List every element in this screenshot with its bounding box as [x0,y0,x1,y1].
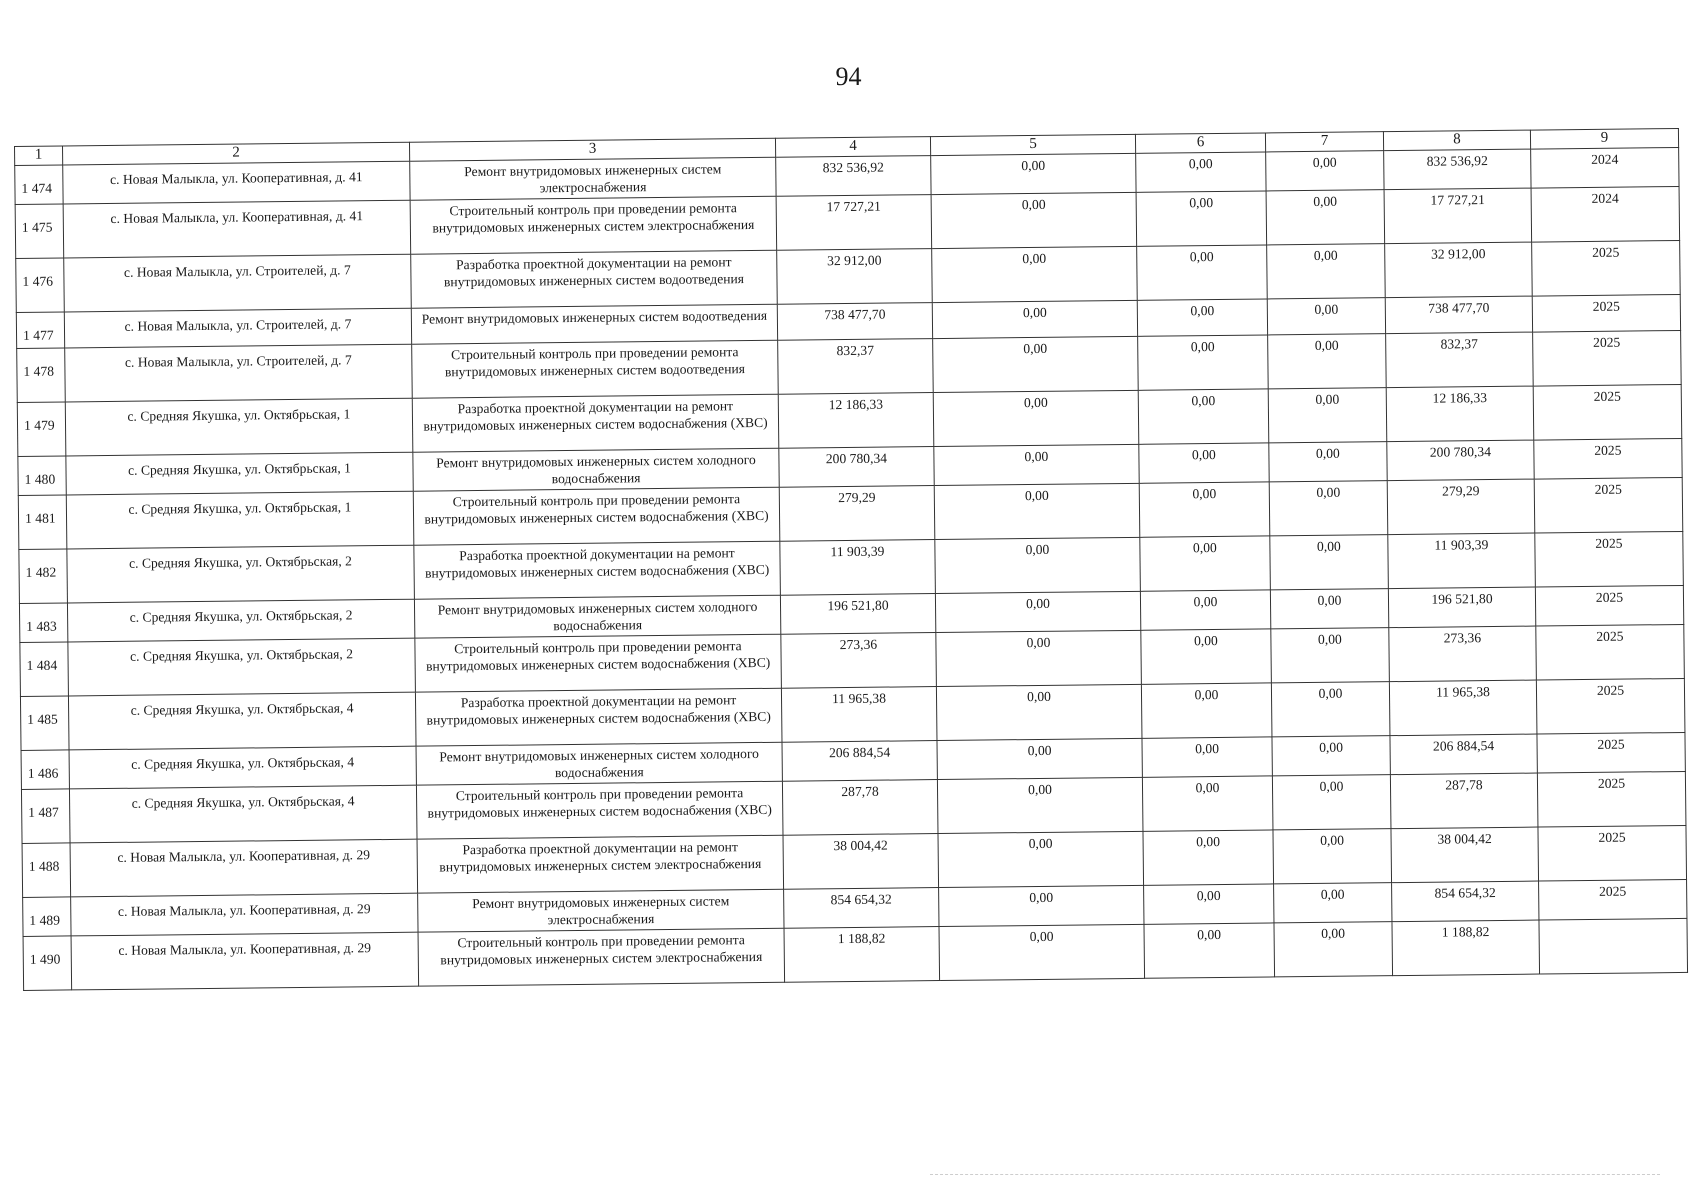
work-type-cell: Разработка проектной документации на ремонт внутридомовых инженерных систем водоснабжения (ХВС) [412,394,779,452]
year-cell: 2025 [1537,732,1685,773]
address-cell: с. Средняя Якушка, ул. Октябрьская, 4 [68,692,416,750]
amount-total-cell: 11 903,39 [780,540,936,596]
amount-col6-cell: 0,00 [1144,884,1274,924]
amount-col8-cell: 38 004,42 [1391,827,1539,883]
work-type-cell: Строительный контроль при проведении ремонта внутридомовых инженерных систем водоотведения [412,340,779,398]
year-cell [1539,918,1688,974]
repair-plan-table [14,128,1688,991]
amount-col6-cell: 0,00 [1141,683,1272,738]
table-body [15,147,1688,990]
amount-col6-cell: 0,00 [1138,389,1269,444]
amount-col6-cell: 0,00 [1141,629,1272,684]
amount-total-cell: 287,78 [782,780,938,836]
amount-total-cell: 11 965,38 [781,687,937,743]
column-header: 5 [930,134,1135,155]
amount-total-cell: 279,29 [779,486,935,542]
address-cell: с. Средняя Якушка, ул. Октябрьская, 1 [66,452,413,495]
amount-total-cell: 832 536,92 [776,156,931,197]
page-number: 94 [835,62,862,91]
amount-col7-cell: 0,00 [1274,883,1392,923]
year-cell: 2025 [1536,678,1685,734]
address-cell: с. Новая Малыкла, ул. Кооперативная, д. 29 [70,839,418,897]
work-type-cell: Строительный контроль при проведении ремонта внутридомовых инженерных систем водоснабжения (ХВС) [413,487,780,545]
row-number: 1 474 [15,165,63,205]
work-type-cell: Строительный контроль при проведении ремонта внутридомовых инженерных систем водоснабжения (ХВС) [416,781,783,839]
row-number: 1 483 [19,603,67,643]
amount-total-cell: 1 188,82 [784,927,940,983]
amount-col8-cell: 832 536,92 [1384,149,1531,190]
address-cell: с. Средняя Якушка, ул. Октябрьская, 4 [69,785,417,843]
amount-col5-cell: 0,00 [937,777,1143,833]
amount-col8-cell: 206 884,54 [1390,734,1537,775]
amount-col7-cell: 0,00 [1268,388,1387,443]
row-number: 1 484 [20,642,69,697]
amount-total-cell: 200 780,34 [779,447,934,488]
work-type-cell: Строительный контроль при проведении ремонта внутридомовых инженерных систем электроснабжения [410,196,777,254]
row-number: 1 478 [17,348,66,403]
row-number: 1 487 [21,789,70,844]
row-number: 1 488 [22,843,71,898]
work-type-cell: Ремонт внутридомовых инженерных систем холодного водоснабжения [413,448,779,491]
address-cell: с. Средняя Якушка, ул. Октябрьская, 2 [68,638,416,696]
work-type-cell: Ремонт внутридомовых инженерных систем холодного водоснабжения [414,595,780,638]
column-header: 1 [15,146,63,166]
amount-total-cell: 854 654,32 [784,888,939,929]
year-cell: 2025 [1533,330,1682,386]
column-header: 4 [775,137,930,158]
row-number: 1 475 [15,204,64,259]
address-cell: с. Новая Малыкла, ул. Кооперативная, д. 41 [63,200,411,258]
amount-col8-cell: 279,29 [1387,479,1535,535]
amount-col6-cell: 0,00 [1138,335,1269,390]
amount-total-cell: 738 477,70 [777,303,932,341]
row-number: 1 482 [19,549,68,604]
column-header: 6 [1135,133,1265,153]
work-type-cell: Ремонт внутридомовых инженерных систем холодного водоснабжения [416,742,782,785]
amount-col7-cell: 0,00 [1274,922,1393,977]
year-cell: 2025 [1536,624,1685,680]
amount-col5-cell: 0,00 [935,591,1140,632]
amount-col5-cell: 0,00 [936,684,1142,740]
amount-col7-cell: 0,00 [1272,775,1391,830]
year-cell: 2025 [1533,384,1682,440]
column-header: 7 [1265,132,1383,152]
amount-col7-cell: 0,00 [1269,481,1388,536]
work-type-cell: Разработка проектной документации на ремонт внутридомовых инженерных систем водоснабжения (ХВС) [414,541,781,599]
amount-col7-cell: 0,00 [1266,151,1384,191]
amount-total-cell: 273,36 [781,633,937,689]
address-cell: с. Новая Малыкла, ул. Строителей, д. 7 [65,344,413,402]
work-type-cell: Разработка проектной документации на ремонт внутридомовых инженерных систем электроснабжения [417,835,784,893]
amount-col6-cell: 0,00 [1142,776,1273,831]
amount-col7-cell: 0,00 [1271,682,1390,737]
amount-col8-cell: 200 780,34 [1387,440,1534,481]
amount-total-cell: 12 186,33 [778,393,934,449]
column-header: 9 [1530,128,1678,149]
amount-col5-cell: 0,00 [934,444,1139,485]
amount-col6-cell: 0,00 [1136,152,1266,192]
amount-col6-cell: 0,00 [1144,923,1275,978]
amount-col6-cell: 0,00 [1142,737,1272,777]
column-header: 8 [1383,130,1530,151]
amount-col8-cell: 287,78 [1390,773,1538,829]
amount-col5-cell: 0,00 [937,738,1142,779]
amount-col5-cell: 0,00 [938,831,1144,887]
amount-col8-cell: 17 727,21 [1384,188,1532,244]
work-type-cell: Ремонт внутридомовых инженерных систем электроснабжения [418,889,784,932]
work-type-cell: Строительный контроль при проведении ремонта внутридомовых инженерных систем электроснабжения [418,928,785,986]
year-cell: 2025 [1538,825,1687,881]
amount-col7-cell: 0,00 [1267,298,1385,335]
address-cell: с. Средняя Якушка, ул. Октябрьская, 1 [65,398,413,456]
amount-col6-cell: 0,00 [1140,536,1271,591]
address-cell: с. Средняя Якушка, ул. Октябрьская, 2 [67,599,414,642]
amount-col5-cell: 0,00 [932,246,1138,302]
row-number: 1 486 [21,750,69,790]
amount-total-cell: 38 004,42 [783,834,939,890]
amount-col7-cell: 0,00 [1270,535,1389,590]
amount-col5-cell: 0,00 [933,390,1139,446]
amount-col5-cell: 0,00 [939,924,1145,980]
year-cell: 2025 [1534,438,1682,479]
amount-col6-cell: 0,00 [1143,830,1274,885]
address-cell: с. Новая Малыкла, ул. Кооперативная, д. 29 [71,893,418,936]
amount-total-cell: 206 884,54 [782,741,937,782]
amount-col7-cell: 0,00 [1270,589,1388,629]
amount-col8-cell: 12 186,33 [1386,386,1534,442]
amount-col8-cell: 738 477,70 [1385,296,1532,334]
amount-col8-cell: 1 188,82 [1392,920,1540,976]
amount-col5-cell: 0,00 [936,630,1142,686]
row-number: 1 480 [18,456,66,496]
amount-col8-cell: 11 965,38 [1389,680,1537,736]
amount-col5-cell: 0,00 [931,192,1137,248]
address-cell: с. Новая Малыкла, ул. Кооперативная, д. 29 [71,932,419,990]
row-number: 1 479 [17,402,66,457]
amount-col8-cell: 273,36 [1389,626,1537,682]
year-cell: 2025 [1539,879,1687,920]
address-cell: с. Средняя Якушка, ул. Октябрьская, 2 [67,545,415,603]
amount-col6-cell: 0,00 [1136,191,1267,246]
amount-total-cell: 17 727,21 [776,195,932,251]
amount-col7-cell: 0,00 [1268,334,1387,389]
amount-col5-cell: 0,00 [935,537,1141,593]
amount-col6-cell: 0,00 [1140,590,1270,630]
amount-col7-cell: 0,00 [1273,829,1392,884]
amount-col7-cell: 0,00 [1269,442,1387,482]
row-number: 1 481 [18,495,67,550]
address-cell: с. Средняя Якушка, ул. Октябрьская, 4 [69,746,416,789]
amount-col8-cell: 11 903,39 [1388,533,1536,589]
amount-col5-cell: 0,00 [934,483,1140,539]
amount-col7-cell: 0,00 [1266,190,1385,245]
amount-col7-cell: 0,00 [1271,628,1390,683]
amount-col5-cell: 0,00 [933,336,1139,392]
address-cell: с. Новая Малыкла, ул. Строителей, д. 7 [64,308,411,348]
table-container [14,128,1687,991]
work-type-cell: Разработка проектной документации на ремонт внутридомовых инженерных систем водоотведения [411,250,778,308]
amount-col8-cell: 196 521,80 [1388,587,1535,628]
amount-col8-cell: 832,37 [1386,332,1534,388]
column-header: 2 [63,142,410,165]
amount-col8-cell: 32 912,00 [1385,242,1533,298]
amount-col6-cell: 0,00 [1139,443,1269,483]
row-number: 1 489 [23,897,71,937]
amount-col6-cell: 0,00 [1139,482,1270,537]
amount-col5-cell: 0,00 [932,300,1137,338]
work-type-cell: Строительный контроль при проведении ремонта внутридомовых инженерных систем водоснабжения (ХВС) [415,634,782,692]
year-cell: 2024 [1531,186,1680,242]
row-number: 1 476 [16,258,65,313]
year-cell: 2025 [1532,294,1680,332]
row-number: 1 477 [16,312,64,349]
amount-col5-cell: 0,00 [931,153,1136,194]
amount-total-cell: 196 521,80 [780,594,935,635]
column-header: 3 [409,138,775,161]
row-number: 1 490 [23,936,72,991]
address-cell: с. Новая Малыкла, ул. Кооперативная, д. 41 [63,161,410,204]
address-cell: с. Новая Малыкла, ул. Строителей, д. 7 [64,254,412,312]
year-cell: 2025 [1532,240,1681,296]
amount-col6-cell: 0,00 [1137,299,1267,336]
amount-col6-cell: 0,00 [1137,245,1268,300]
year-cell: 2025 [1534,477,1683,533]
scan-artifact-line [930,1174,1660,1177]
year-cell: 2024 [1531,147,1679,188]
amount-total-cell: 32 912,00 [777,249,933,305]
work-type-cell: Ремонт внутридомовых инженерных систем водоотведения [411,304,777,344]
amount-col5-cell: 0,00 [939,885,1144,926]
amount-col7-cell: 0,00 [1272,736,1390,776]
amount-total-cell: 832,37 [778,339,934,395]
year-cell: 2025 [1537,771,1686,827]
year-cell: 2025 [1535,531,1684,587]
amount-col7-cell: 0,00 [1267,244,1386,299]
address-cell: с. Средняя Якушка, ул. Октябрьская, 1 [66,491,414,549]
work-type-cell: Разработка проектной документации на ремонт внутридомовых инженерных систем водоснабжения (ХВС) [415,688,782,746]
year-cell: 2025 [1535,585,1683,626]
work-type-cell: Ремонт внутридомовых инженерных систем электроснабжения [410,157,776,200]
amount-col8-cell: 854 654,32 [1392,881,1539,922]
row-number: 1 485 [20,696,69,751]
